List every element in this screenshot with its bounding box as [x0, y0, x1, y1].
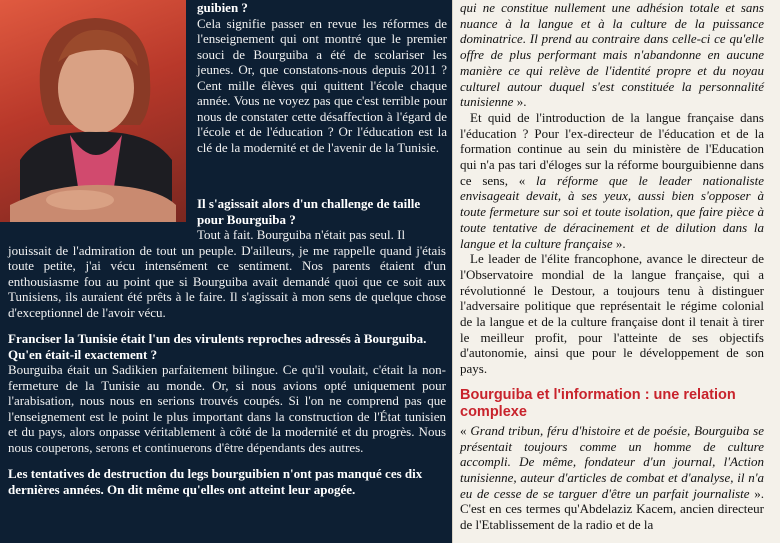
- section-heading: Bourguiba et l'information : une relation complexe: [460, 386, 736, 420]
- question-4: Les tentatives de destruction du legs bourguibien n'ont pas manqué ces dix dernières années. On dit même qu'elles ont atteint leur apogée.: [8, 466, 423, 497]
- answer-3: Bourguiba était un Sadikien parfaitement bilingue. Ce qu'il voulait, c'était la non-fermeture de la Tunisie au monde. Or, si nous avions opté uniquement pour l'arabisation, nous nous en serions trouvés coupés. Si l'on ne comprend pas que l'enseignement est le point le plus important dans la construction de l'État tunisien et du pays, alors onpasse véritablement à côté de la modernité et du progrès. Nous nous couperons, serons et continuerons d'être dépendants des autres.: [8, 362, 446, 455]
- paragraph-2: Et quid de l'introduction de la langue française dans l'éducation ? Pour l'ex-directeur de l'éducation et de la formation continue au sein du ministère de l'Education qui n'a pas tari d'éloges sur la réforme bourguibienne dans ce sens, « la réforme que le leader nationaliste envisageait devait, à ses yeux, aussi bien s'opposer à toute fermeture sur soi et toute isolation, que faire pièce à toute tentative de déracinement et de dilution dans la langue et la culture française ».: [460, 109, 764, 251]
- left-column-top: [197, 0, 447, 155]
- question-3: Franciser la Tunisie était l'un des virulents reproches adressés à Bourguiba. Qu'en était-il exactement ?: [8, 331, 427, 362]
- question-1-tail: guibien ?: [197, 0, 248, 15]
- right-column: [452, 0, 780, 543]
- question-2: Il s'agissait alors d'un challenge de taille pour Bourguiba ?: [197, 196, 421, 227]
- answer-1: Cela signifie passer en revue les réformes de l'enseignement qui ont montré que le premier souci de Bourguiba a été de scolariser les jeunes. Or, que constatons-nous depuis 2011 ? Cent mille élèves qui quittent l'école chaque année. Vous ne voyez pas que c'est terrible pour nous de constater cette désaffection à l'égard de l'école et de l'éducation ? Or l'éducation est la clé de la modernité et de l'avenir de la Tunisie.: [197, 15, 447, 155]
- answer-2-start: Tout à fait. Bourguiba n'était pas seul. Il: [197, 227, 406, 242]
- paragraph-4: « Grand tribun, féru d'histoire et de poésie, Bourguiba se présentait toujours comme un homme de culture accompli. De même, fondateur d'un journal, l'Action tunisienne, auteur d'articles de combat et d'analyse, il n'a eu de cesse de se targuer d'être un parfait journaliste ». C'est en ces termes qu'Abdelaziz Kacem, ancien directeur de l'Etablissement de la radio et de la: [460, 422, 765, 533]
- left-column-main: [8, 196, 446, 497]
- interviewee-photo: [0, 0, 186, 222]
- answer-2: jouissait de l'admiration de tout un peuple. D'ailleurs, je me rappelle quand j'étais toute petite, j'ai vécu intensément ce sentiment. Nos parents étaient d'un enthousiasme fou au point que si Bourguiba avait demandé quoi que ce soit aux Tunisiens, ils auraient été prêts à le faire. Il s'agissait à mon sens de quelque chose d'exceptionnel de l'avoir vécu.: [8, 242, 446, 320]
- paragraph-3: Le leader de l'élite francophone, avance le directeur de l'Observatoire mondial de la langue française, qui a révolutionné le Destour, a toujours tenu à distinguer l'adversaire politique que représentait le régime colonial de la langue et de la culture française dont il tenait à tirer le meilleur profit, pour l'atteinte de ses objectifs d'autonomie, ainsi que pour le développement de son pays.: [460, 251, 764, 377]
- paragraph-quote-1: qui ne constitue nullement une adhésion totale et sans nuance à la langue et à la culture de la puissance dominatrice. Il prend au contraire dans celle-ci ce qu'elle offre de plus performant mais n'abandonne en aucune manière ce qui relève de l'identité propre et du noyau culturel autour duquel s'est constituée la personnalité tunisienne ».: [460, 0, 764, 110]
